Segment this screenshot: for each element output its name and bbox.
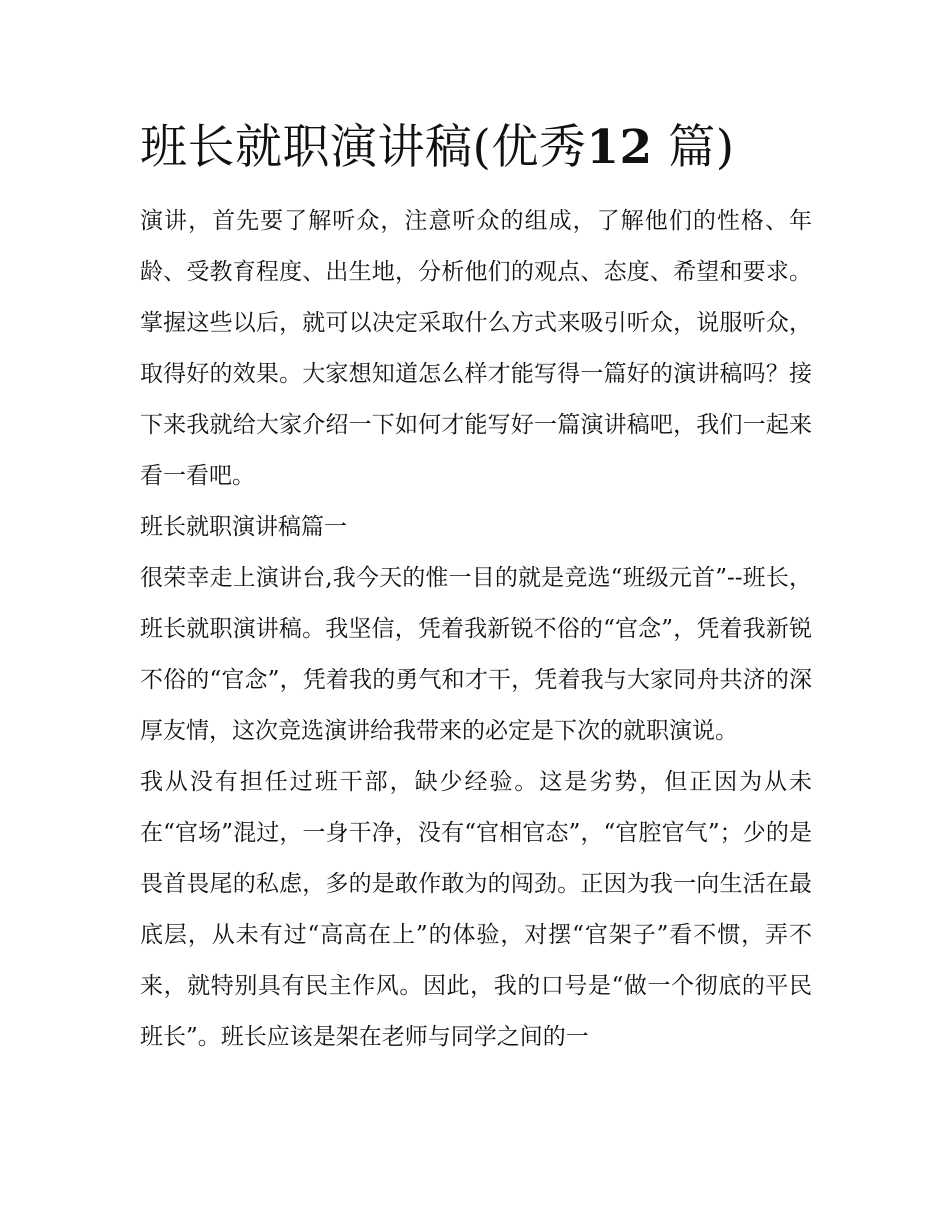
document-body bbox=[140, 196, 812, 1063]
body-paragraph: 我从没有担任过班干部，缺少经验。这是劣势，但正因为从未在“官场”混过，一身干净，没有“官相官态”，“官腔官气”；少的是畏首畏尾的私虑，多的是敢作敢为的闯劲。正因为我一向生活在最底层，从未有过“高高在上”的体验，对摆“官架子”看不惯，弄不来，就特别具有民主作风。因此，我的口号是“做一个彻底的平民班长”。班长应该是架在老师与同学之间的一 bbox=[140, 769, 812, 1050]
title-number: 12 bbox=[586, 120, 653, 175]
title-prefix: 班长就职演讲稿(优秀 bbox=[140, 120, 587, 175]
body-paragraph: 很荣幸走上演讲台,我今天的惟一目的就是竞选“班级元首”--班长，班长就职演讲稿。我坚信，凭着我新锐不俗的“官念”，凭着我新锐不俗的“官念”，凭着我的勇气和才干，凭着我与大家同舟共济的深厚友情，这次竞选演讲给我带来的必定是下次的就职演说。 bbox=[140, 565, 812, 744]
title-suffix: 篇) bbox=[652, 120, 735, 175]
document-title bbox=[140, 116, 840, 180]
intro-paragraph: 演讲，首先要了解听众，注意听众的组成，了解他们的性格、年龄、受教育程度、出生地，分析他们的观点、态度、希望和要求。掌握这些以后，就可以决定采取什么方式来吸引听众，说服听众，取得好的效果。大家想知道怎么样才能写得一篇好的演讲稿吗？接下来我就给大家介绍一下如何才能写好一篇演讲稿吧，我们一起来看一看吧。 bbox=[140, 208, 812, 489]
section-heading: 班长就职演讲稿篇一 bbox=[140, 514, 347, 540]
